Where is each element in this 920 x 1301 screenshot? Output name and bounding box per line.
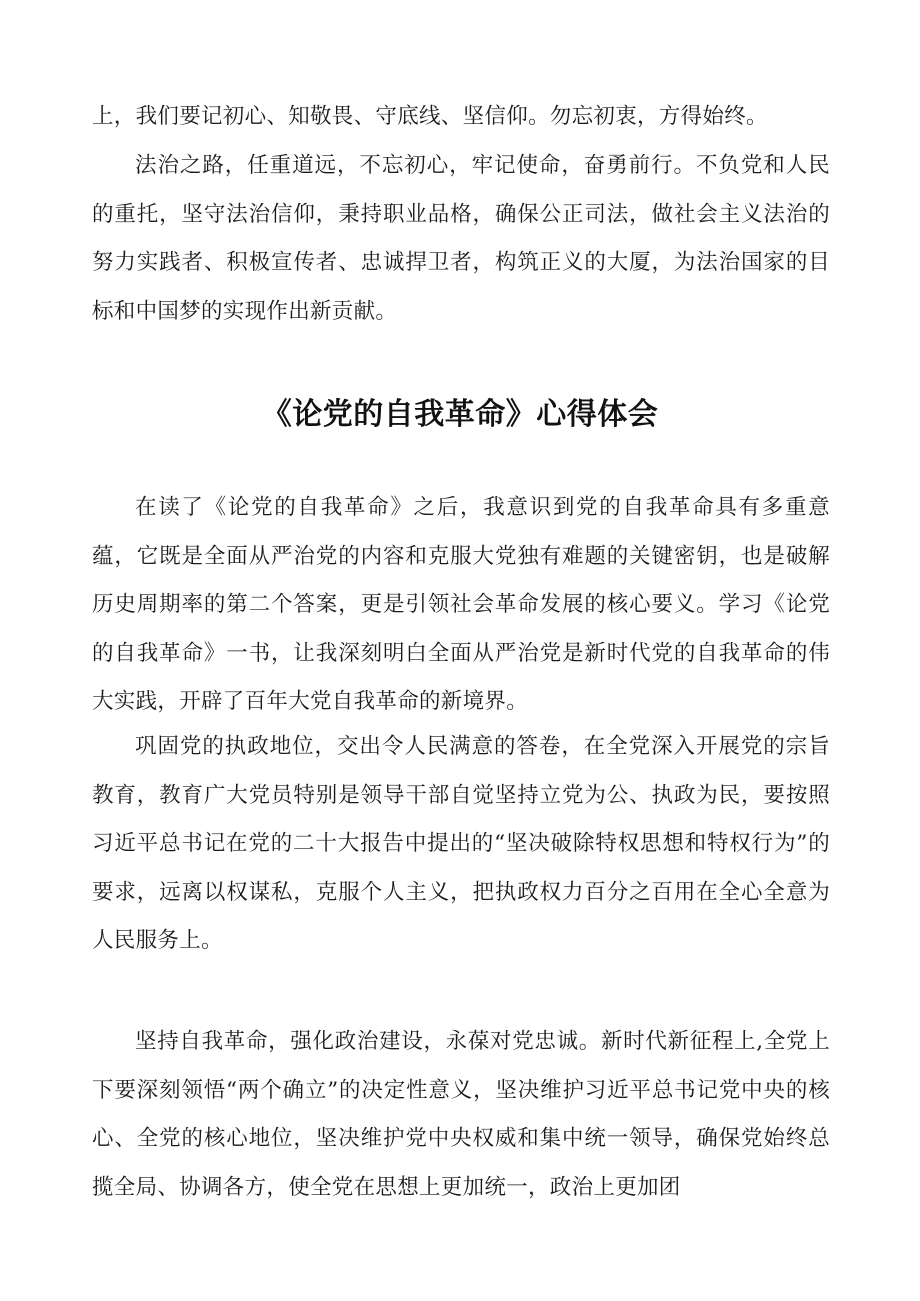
page-title: 《论党的自我革命》心得体会 [261, 397, 659, 432]
paragraph-ruling-status: 巩固党的执政地位，交出令人民满意的答卷，在全党深入开展党的宗旨教育，教育广大党员特别是领导干部自觉坚持立党为公、执政为民，要按照习近平总书记在党的二十大报告中提出的“坚决破除特权思想和特权行为”的要求，远离以权谋私，克服个人主义，把执政权力百分之百用在全心全意为人民服务上。 [92, 734, 830, 954]
paragraph-reading-reflection: 在读了《论党的自我革命》之后，我意识到党的自我革命具有多重意蕴，它既是全面从严治党的内容和克服大党独有难题的关键密钥，也是破解历史周期率的第二个答案，更是引领社会革命发展的核心要义。学习《论党的自我革命》一书，让我深刻明白全面从严治党是新时代党的自我革命的伟大实践，开辟了百年大党自我革命的新境界。 [92, 495, 830, 715]
paragraph-political-loyalty: 坚持自我革命，强化政治建设，永葆对党忠诚。新时代新征程上,全党上下要深刻领悟“两个确立”的决定性意义，坚决维护习近平总书记党中央的核心、全党的核心地位，坚决维护党中央权威和集中统一领导，确保党始终总揽全局、协调各方，使全党在思想上更加统一，政治上更加团 [92, 1029, 830, 1200]
paragraph-rule-of-law: 法治之路，任重道远，不忘初心，牢记使命，奋勇前行。不负党和人民的重托，坚守法治信仰，秉持职业品格，确保公正司法，做社会主义法治的努力实践者、积极宣传者、忠诚捍卫者，构筑正义的大厦，为法治国家的目标和中国梦的实现作出新贡献。 [92, 153, 830, 324]
paragraph-continuation: 上，我们要记初心、知敬畏、守底线、坚信仰。勿忘初衷，方得始终。 [92, 104, 768, 129]
